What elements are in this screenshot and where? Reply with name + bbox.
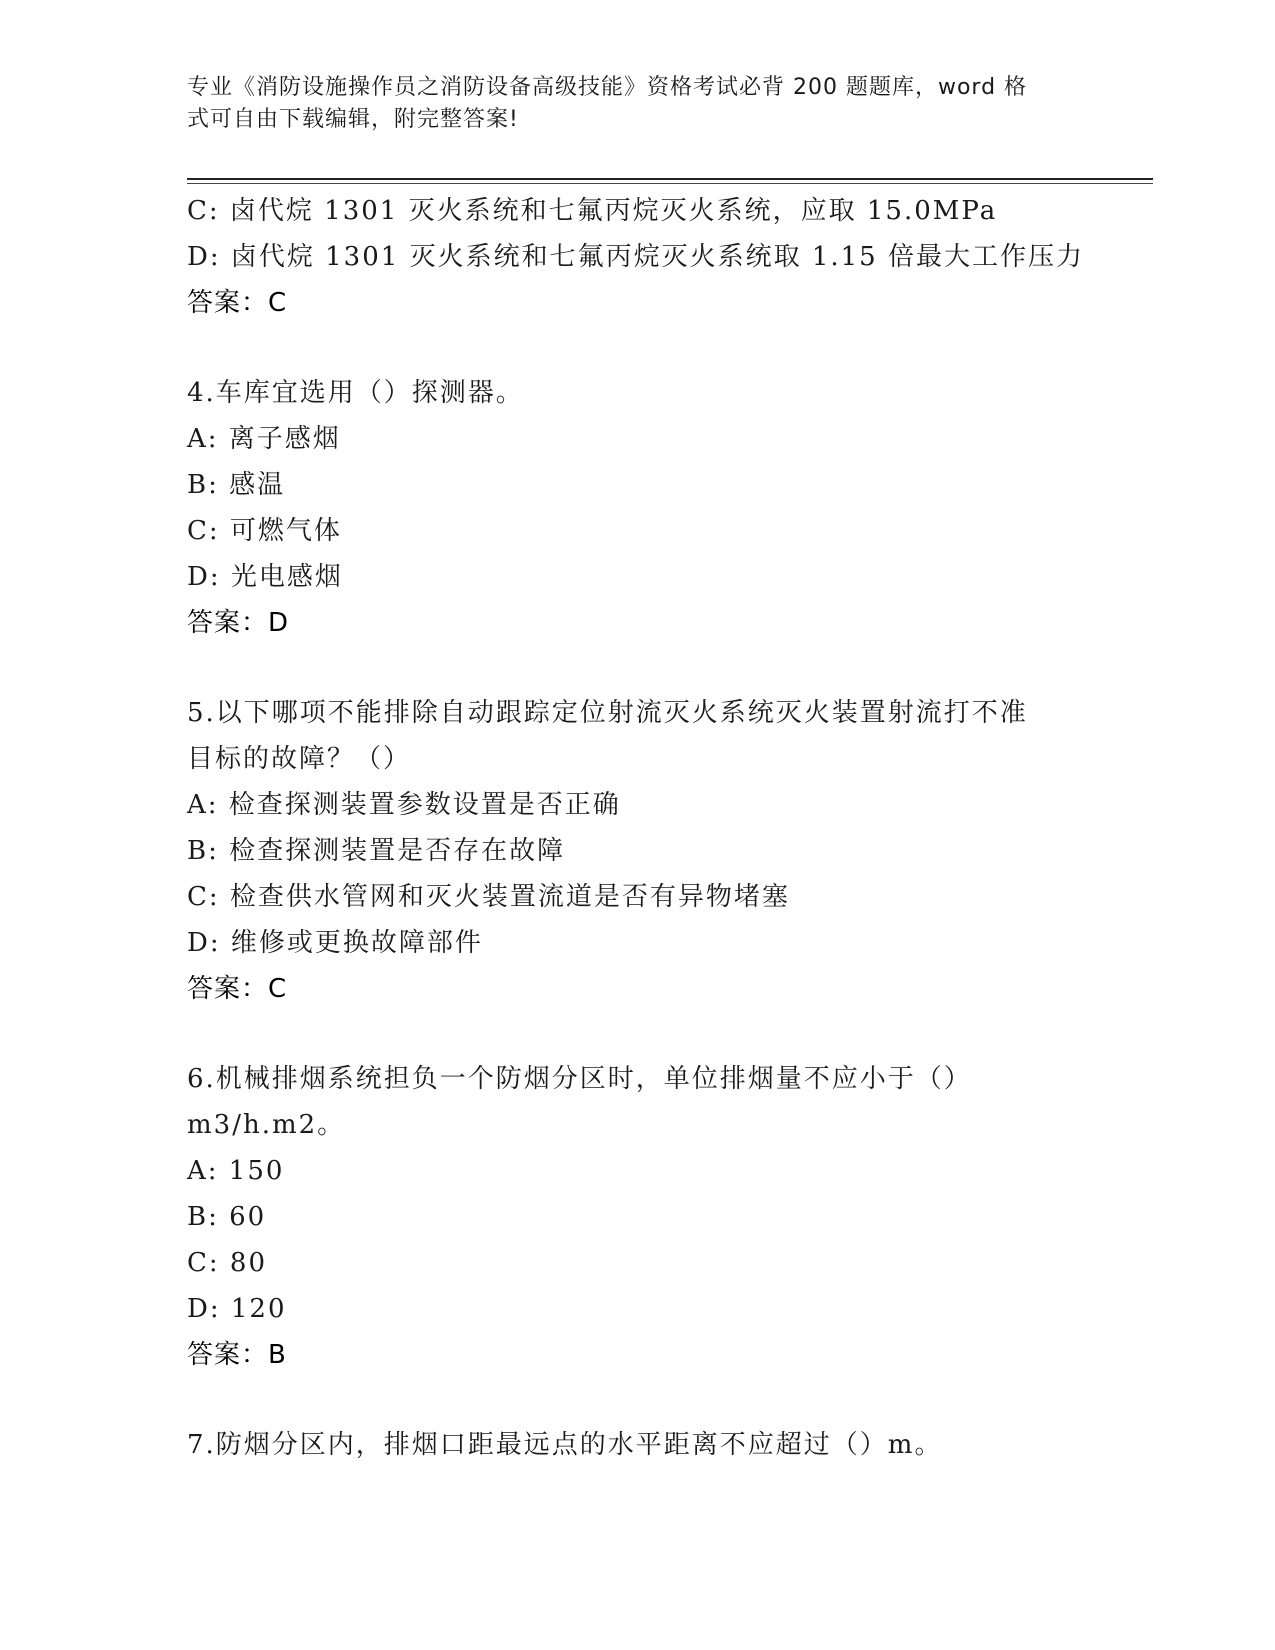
spacer <box>187 1012 1087 1056</box>
option-d: D: 120 <box>187 1294 287 1324</box>
option-d: D: 卤代烷 1301 灭火系统和七氟丙烷灭火系统取 1.15 倍最大工作压力 <box>187 242 1084 272</box>
question-text-line-1: 6.机械排烟系统担负一个防烟分区时，单位排烟量不应小于（） <box>187 1064 972 1094</box>
header-line-1: 专业《消防设施操作员之消防设备高级技能》资格考试必背 200 题题库，word 格 <box>187 75 1028 100</box>
document-header <box>187 72 1067 136</box>
spacer <box>187 326 1087 370</box>
option-c: C: 检查供水管网和灭火装置流道是否有异物堵塞 <box>187 882 790 912</box>
option-d: D: 光电感烟 <box>187 562 343 592</box>
question-text-line-2: 目标的故障？（） <box>187 744 412 774</box>
question-5 <box>187 690 1087 1012</box>
question-6 <box>187 1056 1087 1378</box>
question-text-line-2: m3/h.m2。 <box>187 1110 346 1140</box>
option-b: B: 感温 <box>187 470 286 500</box>
answer: 答案：C <box>187 288 288 318</box>
option-c: C: 80 <box>187 1248 268 1278</box>
header-divider-thick <box>187 178 1153 180</box>
option-a: A: 检查探测装置参数设置是否正确 <box>187 790 621 820</box>
option-b: B: 60 <box>187 1202 267 1232</box>
option-b: B: 检查探测装置是否存在故障 <box>187 836 566 866</box>
header-divider-thin <box>187 183 1153 184</box>
question-list <box>187 188 1087 1468</box>
header-line-2: 式可自由下载编辑，附完整答案! <box>187 107 519 132</box>
option-c: C: 卤代烷 1301 灭火系统和七氟丙烷灭火系统，应取 15.0MPa <box>187 196 998 226</box>
question-4 <box>187 370 1087 646</box>
option-d: D: 维修或更换故障部件 <box>187 928 483 958</box>
question-text: 7.防烟分区内，排烟口距最远点的水平距离不应超过（）m。 <box>187 1430 943 1460</box>
question-7 <box>187 1422 1087 1468</box>
spacer <box>187 1378 1087 1422</box>
option-c: C: 可燃气体 <box>187 516 342 546</box>
answer: 答案：C <box>187 974 288 1004</box>
option-a: A: 150 <box>187 1156 285 1186</box>
spacer <box>187 646 1087 690</box>
question-text: 4.车库宜选用（）探测器。 <box>187 378 524 408</box>
option-a: A: 离子感烟 <box>187 424 341 454</box>
question-text-line-1: 5.以下哪项不能排除自动跟踪定位射流灭火系统灭火装置射流打不准 <box>187 698 1028 728</box>
answer: 答案：B <box>187 1340 287 1370</box>
question-3 <box>187 188 1087 326</box>
answer: 答案：D <box>187 608 290 638</box>
